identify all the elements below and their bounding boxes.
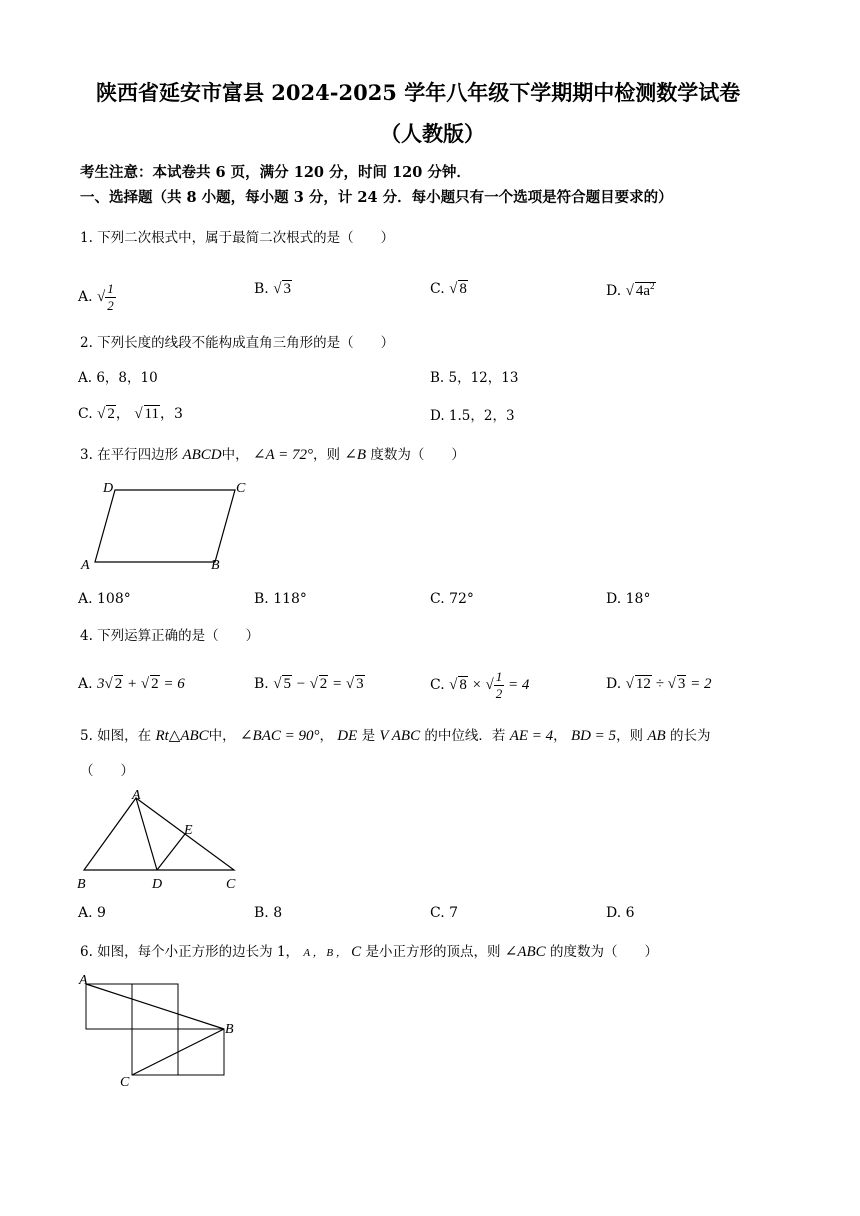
stem-math: AE = 4 bbox=[509, 728, 554, 744]
radicand: 8 bbox=[459, 676, 467, 693]
radicand: 2 bbox=[114, 676, 123, 692]
q4-option-d: D. √ 12 ÷ √ 3 = 2 bbox=[606, 676, 712, 692]
q2-option-c: C. √ 2， √ 11，3 bbox=[78, 406, 183, 422]
result: = 6 bbox=[159, 676, 185, 692]
q2-option-d: D. 1.5，2，3 bbox=[430, 408, 515, 424]
stem-math: ∠B bbox=[344, 447, 367, 463]
question-5-paren: （ ） bbox=[80, 763, 134, 779]
grid-square bbox=[86, 984, 132, 1029]
radicand: 2 bbox=[107, 406, 115, 422]
stem-math: ∠ABC bbox=[504, 944, 546, 960]
page-subtitle: （人教版） bbox=[380, 121, 485, 146]
stem-part: ，则 bbox=[313, 447, 341, 463]
radicand: 3 bbox=[356, 676, 364, 692]
radicand: 3 bbox=[283, 281, 291, 297]
op: ÷ bbox=[651, 676, 668, 692]
stem-part: 的度数为（ ） bbox=[549, 944, 658, 960]
q3-option-b: B. 118° bbox=[254, 591, 307, 607]
result: = 2 bbox=[686, 676, 712, 692]
label-a: A bbox=[81, 558, 90, 573]
stem-math: Rt△ABC bbox=[155, 728, 209, 744]
comma: ， bbox=[115, 406, 130, 422]
question-3-stem bbox=[80, 443, 465, 464]
q5-option-a: A. 9 bbox=[78, 905, 106, 921]
op: − bbox=[291, 676, 310, 692]
radicand: 2 bbox=[151, 676, 159, 692]
label-a: A bbox=[79, 973, 88, 988]
radicand: 5 bbox=[283, 676, 291, 692]
op: + bbox=[123, 676, 141, 692]
op: × bbox=[467, 676, 486, 693]
label-c: C bbox=[120, 1075, 130, 1090]
question-5-stem bbox=[80, 724, 710, 745]
stem-part: 3. 在平行四边形 bbox=[80, 447, 179, 463]
stem-math: V ABC bbox=[379, 728, 421, 744]
stem-part: 是 bbox=[361, 728, 376, 744]
q1-option-c: C. √ 8 bbox=[430, 281, 467, 297]
stem-math: DE bbox=[337, 728, 358, 744]
grid-square bbox=[178, 1029, 224, 1075]
stem-math: A ， B ， bbox=[303, 947, 347, 959]
frac-den: 2 bbox=[107, 298, 114, 313]
stem-part: 6. 如图，每个小正方形的边长为 1， bbox=[80, 944, 300, 960]
stem-part: 的长为 bbox=[669, 728, 711, 744]
stem-part: 度数为（ ） bbox=[370, 447, 465, 463]
q1-option-b: B. √ 3 bbox=[254, 281, 291, 297]
frac-num: 1 bbox=[107, 281, 114, 296]
q4-option-b: B. √ 5 − √ 2 = √ 3 bbox=[254, 676, 364, 692]
stem-math: BD = 5 bbox=[570, 728, 617, 744]
q2-option-a: A. 6，8，10 bbox=[78, 370, 158, 386]
q1-a-math: √ $\frac{1}{2}$ bbox=[97, 281, 114, 313]
label-c: C bbox=[226, 877, 236, 892]
grid-squares bbox=[86, 984, 224, 1075]
radicand: 4a bbox=[635, 283, 651, 299]
q3-option-a: A. 108° bbox=[78, 591, 131, 607]
radicand: 8 bbox=[459, 281, 467, 297]
stem-part: 5. 如图，在 bbox=[80, 728, 152, 744]
option-letter: C. bbox=[430, 281, 445, 297]
stem-part: 中， bbox=[208, 728, 236, 744]
q1-option-d: D. √ $4a^2$ bbox=[606, 281, 655, 299]
stem-part: ，则 bbox=[616, 728, 644, 744]
question-2-stem: 2. 下列长度的线段不能构成直角三角形的是（ ） bbox=[80, 335, 395, 351]
result: = 4 bbox=[504, 676, 530, 693]
radicand: 12 bbox=[635, 676, 651, 692]
stem-math: AB bbox=[647, 728, 666, 744]
segment-de bbox=[157, 834, 185, 870]
stem-math: ∠A = 72° bbox=[252, 447, 314, 463]
frac-den: 2 bbox=[495, 686, 503, 701]
label-b: B bbox=[225, 1022, 234, 1037]
tail: ，3 bbox=[160, 406, 183, 422]
grid-square bbox=[132, 1029, 178, 1075]
label-b: B bbox=[211, 558, 220, 573]
frac-num: 1 bbox=[495, 669, 503, 684]
stem-math: ∠BAC = 90° bbox=[239, 728, 320, 744]
option-letter: C. bbox=[430, 676, 445, 693]
option-letter: D. bbox=[606, 283, 622, 299]
option-letter: B. bbox=[254, 281, 269, 297]
exam-notice: 考生注意：本试卷共 6 页，满分 120 分，时间 120 分钟． bbox=[80, 164, 471, 181]
exponent: 2 bbox=[650, 281, 655, 291]
q3-option-d: D. 18° bbox=[606, 591, 651, 607]
label-d: D bbox=[103, 481, 114, 496]
segment-ab bbox=[86, 984, 224, 1029]
page-title: 陕西省延安市富县 2024-2025 学年八年级下学期期中检测数学试卷 bbox=[96, 80, 741, 105]
option-letter: D. bbox=[606, 676, 622, 692]
q4-option-a: A. 3√ 2 + √ 2 = 6 bbox=[78, 676, 185, 692]
q5-option-b: B. 8 bbox=[254, 905, 283, 921]
label-e: E bbox=[184, 823, 193, 838]
question-1-stem: 1. 下列二次根式中，属于最简二次根式的是（ ） bbox=[80, 230, 395, 246]
section-heading: 一、选择题（共 8 小题，每小题 3 分，计 24 分．每小题只有一个选项是符合题目要求的） bbox=[80, 189, 673, 206]
q5-triangle-figure bbox=[74, 784, 244, 892]
label-a: A bbox=[132, 788, 141, 803]
stem-part: 是小正方形的顶点，则 bbox=[365, 944, 501, 960]
q2-option-b: B. 5，12，13 bbox=[430, 370, 519, 386]
stem-part: ， bbox=[553, 728, 567, 744]
option-letter: A. bbox=[78, 288, 93, 305]
q6-grid-figure bbox=[74, 970, 244, 1090]
label-b: B bbox=[77, 877, 86, 892]
q5-option-c: C. 7 bbox=[430, 905, 459, 921]
q5-option-d: D. 6 bbox=[606, 905, 635, 921]
stem-part: 的中位线．若 bbox=[424, 728, 506, 744]
label-c: C bbox=[236, 481, 246, 496]
stem-math: C bbox=[351, 944, 362, 960]
option-letter: B. bbox=[254, 676, 269, 692]
option-letter: A. bbox=[78, 676, 93, 692]
q3-parallelogram-figure bbox=[76, 476, 256, 576]
stem-math: ABCD bbox=[182, 447, 222, 463]
coef: 3 bbox=[97, 676, 105, 692]
question-4-stem: 4. 下列运算正确的是（ ） bbox=[80, 628, 260, 644]
question-6-stem bbox=[80, 940, 658, 961]
radicand: 11 bbox=[144, 406, 159, 422]
stem-part: 中， bbox=[221, 447, 249, 463]
q4-option-c: C. √ 8 × √ $\frac{1}{2}$ = 4 bbox=[430, 669, 530, 701]
q3-option-c: C. 72° bbox=[430, 591, 474, 607]
option-letter: C. bbox=[78, 406, 93, 422]
segment-ad bbox=[136, 798, 157, 870]
radicand: 3 bbox=[677, 676, 686, 692]
label-d: D bbox=[152, 877, 163, 892]
q1-option-a bbox=[78, 281, 116, 314]
radicand: 2 bbox=[319, 676, 328, 692]
triangle-abc bbox=[84, 798, 234, 870]
parallelogram-shape bbox=[95, 490, 235, 562]
op: = bbox=[328, 676, 346, 692]
stem-part: ， bbox=[319, 728, 333, 744]
